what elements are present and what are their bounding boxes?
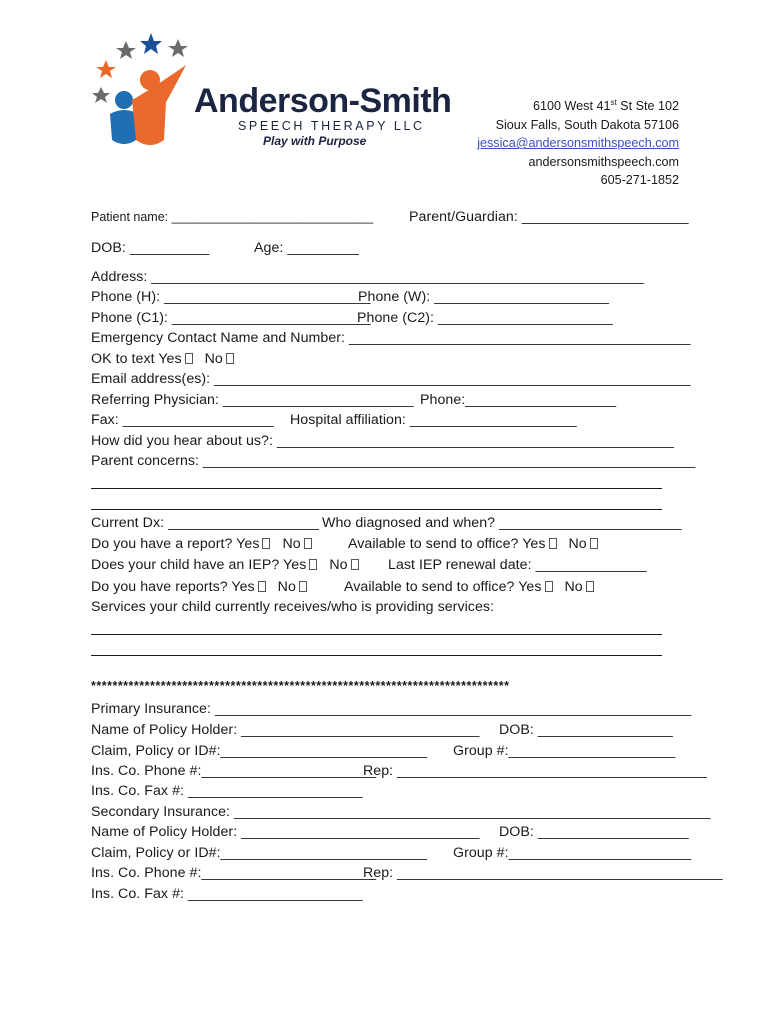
star-icon xyxy=(168,39,188,57)
policy-holder-2-field[interactable]: Name of Policy Holder: ______________________________ xyxy=(91,824,480,840)
ins-fax-1-field[interactable]: Ins. Co. Fax #: ______________________ xyxy=(91,783,363,799)
ins-fax-2-field[interactable]: Ins. Co. Fax #: ______________________ xyxy=(91,886,363,902)
referring-phone-field[interactable]: Phone:___________________ xyxy=(420,392,617,408)
contact-block xyxy=(477,94,679,190)
available-no-checkbox[interactable] xyxy=(590,538,598,549)
primary-insurance-field[interactable]: Primary Insurance: ____________________________________________________________ xyxy=(91,701,692,717)
phone-c2-field[interactable]: Phone (C2): ______________________ xyxy=(357,310,613,326)
reports-row xyxy=(91,578,307,596)
phone-w-field[interactable]: Phone (W): ______________________ xyxy=(358,289,609,305)
available-yes-checkbox[interactable] xyxy=(549,538,557,549)
logo-tagline: Play with Purpose xyxy=(263,134,367,148)
holder-1-dob-field[interactable]: DOB: _________________ xyxy=(499,722,673,738)
services-line[interactable] xyxy=(91,655,662,656)
logo-wordmark: Anderson-Smith xyxy=(194,82,452,120)
reports-yes-checkbox[interactable] xyxy=(258,581,266,592)
available-no-label: No xyxy=(564,579,583,595)
report-question: Do you have a report? Yes xyxy=(91,536,260,552)
current-dx-field[interactable]: Current Dx: ___________________ xyxy=(91,515,319,531)
ok-text-no-label: No xyxy=(204,351,223,367)
star-icon xyxy=(92,87,110,103)
report-row xyxy=(91,535,312,553)
ok-to-text-row xyxy=(91,350,234,368)
services-label: Services your child currently receives/who is providing services: xyxy=(91,599,495,615)
phone-h-field[interactable]: Phone (H): __________________________ xyxy=(91,289,371,305)
group-2-field[interactable]: Group #:_______________________ xyxy=(453,845,692,861)
patient-name-field[interactable]: Patient name: _____________________________ xyxy=(91,210,374,224)
claim-1-field[interactable]: Claim, Policy or ID#:__________________________ xyxy=(91,743,428,759)
ins-phone-1-field[interactable]: Ins. Co. Phone #:______________________ xyxy=(91,763,377,779)
holder-2-dob-field[interactable]: DOB: ___________________ xyxy=(499,824,689,840)
ok-text-yes-checkbox[interactable] xyxy=(185,353,193,364)
contact-website: andersonsmithspeech.com xyxy=(528,154,679,169)
logo-subtitle: SPEECH THERAPY LLC xyxy=(238,119,425,133)
emergency-contact-field[interactable]: Emergency Contact Name and Number: ___________________________________________ xyxy=(91,330,691,346)
reports-no-label: No xyxy=(277,579,296,595)
available-row-1 xyxy=(348,535,598,553)
group-1-field[interactable]: Group #:_____________________ xyxy=(453,743,676,759)
ok-to-text-label: OK to text Yes xyxy=(91,351,182,367)
claim-2-field[interactable]: Claim, Policy or ID#:__________________________ xyxy=(91,845,428,861)
services-line[interactable] xyxy=(91,634,662,635)
logo-figures-icon xyxy=(88,30,198,155)
available-row-2 xyxy=(344,578,594,596)
rep-2-field[interactable]: Rep: _________________________________________ xyxy=(363,865,723,881)
contact-email-link[interactable]: jessica@andersonsmithspeech.com xyxy=(477,136,679,151)
contact-city: Sioux Falls, South Dakota 57106 xyxy=(495,117,679,132)
available-no-checkbox[interactable] xyxy=(586,581,594,592)
available-question: Available to send to office? Yes xyxy=(344,579,542,595)
referring-physician-field[interactable]: Referring Physician: ________________________ xyxy=(91,392,414,408)
who-diagnosed-field[interactable]: Who diagnosed and when? _______________________ xyxy=(322,515,682,531)
report-yes-checkbox[interactable] xyxy=(262,538,270,549)
iep-question: Does your child have an IEP? Yes xyxy=(91,557,307,573)
available-yes-checkbox[interactable] xyxy=(545,581,553,592)
ins-phone-2-field[interactable]: Ins. Co. Phone #:______________________ xyxy=(91,865,377,881)
available-no-label: No xyxy=(568,536,587,552)
phone-c1-field[interactable]: Phone (C1): _________________________ xyxy=(91,310,371,326)
available-question: Available to send to office? Yes xyxy=(348,536,546,552)
parent-guardian-field[interactable]: Parent/Guardian: _____________________ xyxy=(409,209,689,225)
iep-no-label: No xyxy=(329,557,348,573)
report-no-checkbox[interactable] xyxy=(304,538,312,549)
star-icon xyxy=(140,33,162,54)
address-field[interactable]: Address: ______________________________________________________________ xyxy=(91,269,644,285)
dob-field[interactable]: DOB: __________ xyxy=(91,240,210,256)
star-icon xyxy=(96,60,116,78)
star-icon xyxy=(116,41,136,59)
logo xyxy=(88,30,508,155)
hospital-affiliation-field[interactable]: Hospital affiliation: _____________________ xyxy=(290,412,577,428)
reports-question: Do you have reports? Yes xyxy=(91,579,255,595)
report-no-label: No xyxy=(282,536,301,552)
contact-phone: 605-271-1852 xyxy=(600,173,679,188)
concerns-line[interactable] xyxy=(91,509,662,510)
contact-street: 6100 West 41st St Ste 102 xyxy=(532,98,679,114)
parent-concerns-field[interactable]: Parent concerns: ______________________________________________________________ xyxy=(91,453,696,469)
policy-holder-1-field[interactable]: Name of Policy Holder: ______________________________ xyxy=(91,722,480,738)
iep-renewal-field[interactable]: Last IEP renewal date: ______________ xyxy=(388,557,647,573)
email-field[interactable]: Email address(es): ____________________________________________________________ xyxy=(91,371,691,387)
age-field[interactable]: Age: _________ xyxy=(254,240,359,256)
rep-1-field[interactable]: Rep: _______________________________________ xyxy=(363,763,707,779)
iep-yes-checkbox[interactable] xyxy=(309,559,317,570)
section-divider: ****************************************************************************** xyxy=(91,679,510,693)
ok-text-no-checkbox[interactable] xyxy=(226,353,234,364)
heard-about-us-field[interactable]: How did you hear about us?: __________________________________________________ xyxy=(91,433,674,449)
reports-no-checkbox[interactable] xyxy=(299,581,307,592)
iep-no-checkbox[interactable] xyxy=(351,559,359,570)
iep-row xyxy=(91,556,359,574)
fax-field[interactable]: Fax: ___________________ xyxy=(91,412,274,428)
secondary-insurance-field[interactable]: Secondary Insurance: ____________________________________________________________ xyxy=(91,804,711,820)
concerns-line[interactable] xyxy=(91,488,662,489)
